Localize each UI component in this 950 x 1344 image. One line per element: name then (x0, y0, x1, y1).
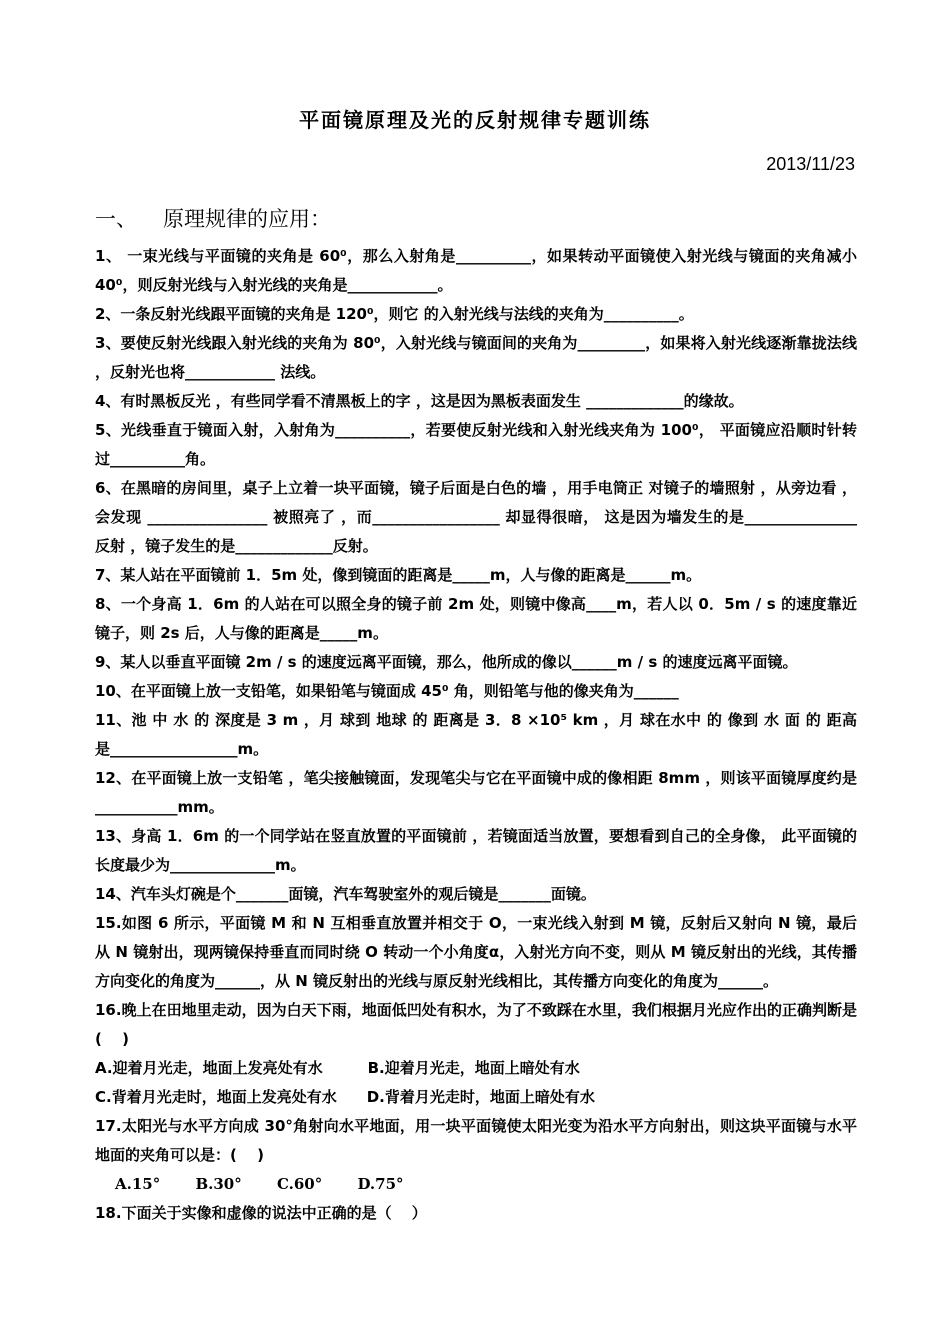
question-16-options-ab: A.迎着月光走，地面上发亮处有水 B.迎着月光走，地面上暗处有水 (95, 1059, 580, 1077)
question-17: 17.太阳光与水平方向成 30°角射向水平地面，用一块平面镜使太阳光变为沿水平方向射出，则这块平面镜与水平地面的夹角可以是：( ) (95, 1117, 857, 1164)
question-17-options: A.15° B.30° C.60° D.75° (115, 1175, 404, 1193)
section-label: 原理规律的应用： (163, 207, 331, 231)
question-16-options-cd: C.背着月光走时，地面上发亮处有水 D.背着月光走时，地面上暗处有水 (95, 1088, 595, 1106)
question-1: 1、 一束光线与平面镜的夹角是 60⁰，那么入射角是__________，如果转动平面镜使入射光线与镜面的夹角减小 40⁰，则反射光线与入射光线的夹角是____________。 (95, 247, 857, 294)
question-10: 10、在平面镜上放一支铅笔，如果铅笔与镜面成 45⁰ 角，则铅笔与他的像夹角为______ (95, 682, 679, 700)
question-9: 9、某人以垂直平面镜 2m / s 的速度远离平面镜，那么，他所成的像以______m / s 的速度远离平面镜。 (95, 653, 798, 671)
question-16: 16.晚上在田地里走动，因为白天下雨，地面低凹处有积水，为了不致踩在水里，我们根据月光应作出的正确判断是( ) (95, 1001, 857, 1048)
question-4: 4、有时黑板反光 ，有些同学看不清黑板上的字 ，这是因为黑板表面发生 _____________的缘故。 (95, 392, 744, 410)
question-3: 3、要使反射光线跟入射光线的夹角为 80⁰，入射光线与镜面间的夹角为_________，如果将入射光线逐渐靠拢法线 ，反射光也将____________ 法线。 (95, 334, 857, 381)
section-number: 一、 (95, 207, 137, 231)
document-title: 平面镜原理及光的反射规律专题训练 (299, 108, 651, 132)
question-7: 7、某人站在平面镜前 1．5m 处，像到镜面的距离是_____m，人与像的距离是______m。 (95, 566, 702, 584)
section-heading (95, 203, 331, 233)
question-13: 13、身高 1．6m 的一个同学站在竖直放置的平面镜前 ，若镜面适当放置，要想看到自己的全身像， 此平面镜的长度最少为______________m。 (95, 827, 857, 874)
question-8: 8、一个身高 1．6m 的人站在可以照全身的镜子前 2m 处，则镜中像高____m，若人以 0．5m / s 的速度靠近镜子，则 2s 后，人与像的距离是_____m。 (95, 595, 857, 642)
question-18: 18.下面关于实像和虚像的说法中正确的是（ ） (95, 1204, 427, 1222)
question-list (95, 242, 857, 1228)
question-6: 6、在黑暗的房间里，桌子上立着一块平面镜，镜子后面是白色的墙 ，用手电筒正 对镜子的墙照射 ，从旁边看 ，会发现 ________________ 被照亮了 ，而_________________ 却显得很暗， 这是因为墙发生的是_______________ 反射 ，镜子发生的是_____________反射。 (95, 479, 857, 555)
question-11: 11、池 中 水 的 深度是 3 m ，月 球到 地球 的 距离是 3．8 ×10⁵ km ，月 球在水中 的 像到 水 面 的 距高 是_________________m。 (95, 711, 857, 758)
question-14: 14、汽车头灯碗是个_______面镜，汽车驾驶室外的观后镜是_______面镜。 (95, 885, 596, 903)
question-5: 5、光线垂直于镜面入射，入射角为__________，若要使反射光线和入射光线夹角为 100⁰， 平面镜应沿顺时针转过__________角。 (95, 421, 857, 468)
document-date: 2013/11/23 (766, 154, 855, 174)
question-12: 12、在平面镜上放一支铅笔 ，笔尖接触镜面，发现笔尖与它在平面镜中成的像相距 8mm ，则该平面镜厚度约是___________mm。 (95, 769, 857, 816)
question-2: 2、一条反射光线跟平面镜的夹角是 120⁰，则它 的入射光线与法线的夹角为__________。 (95, 305, 694, 323)
question-15: 15.如图 6 所示，平面镜 M 和 N 互相垂直放置并相交于 O，一束光线入射到 M 镜，反射后又射向 N 镜，最后从 N 镜射出，现两镜保持垂直而同时绕 O 转动一个小角度α，入射光方向不变，则从 M 镜反射出的光线，其传播方向变化的角度为______，从 N 镜反射出的光线与原反射光线相比，其传播方向变化的角度为______。 (95, 914, 857, 990)
